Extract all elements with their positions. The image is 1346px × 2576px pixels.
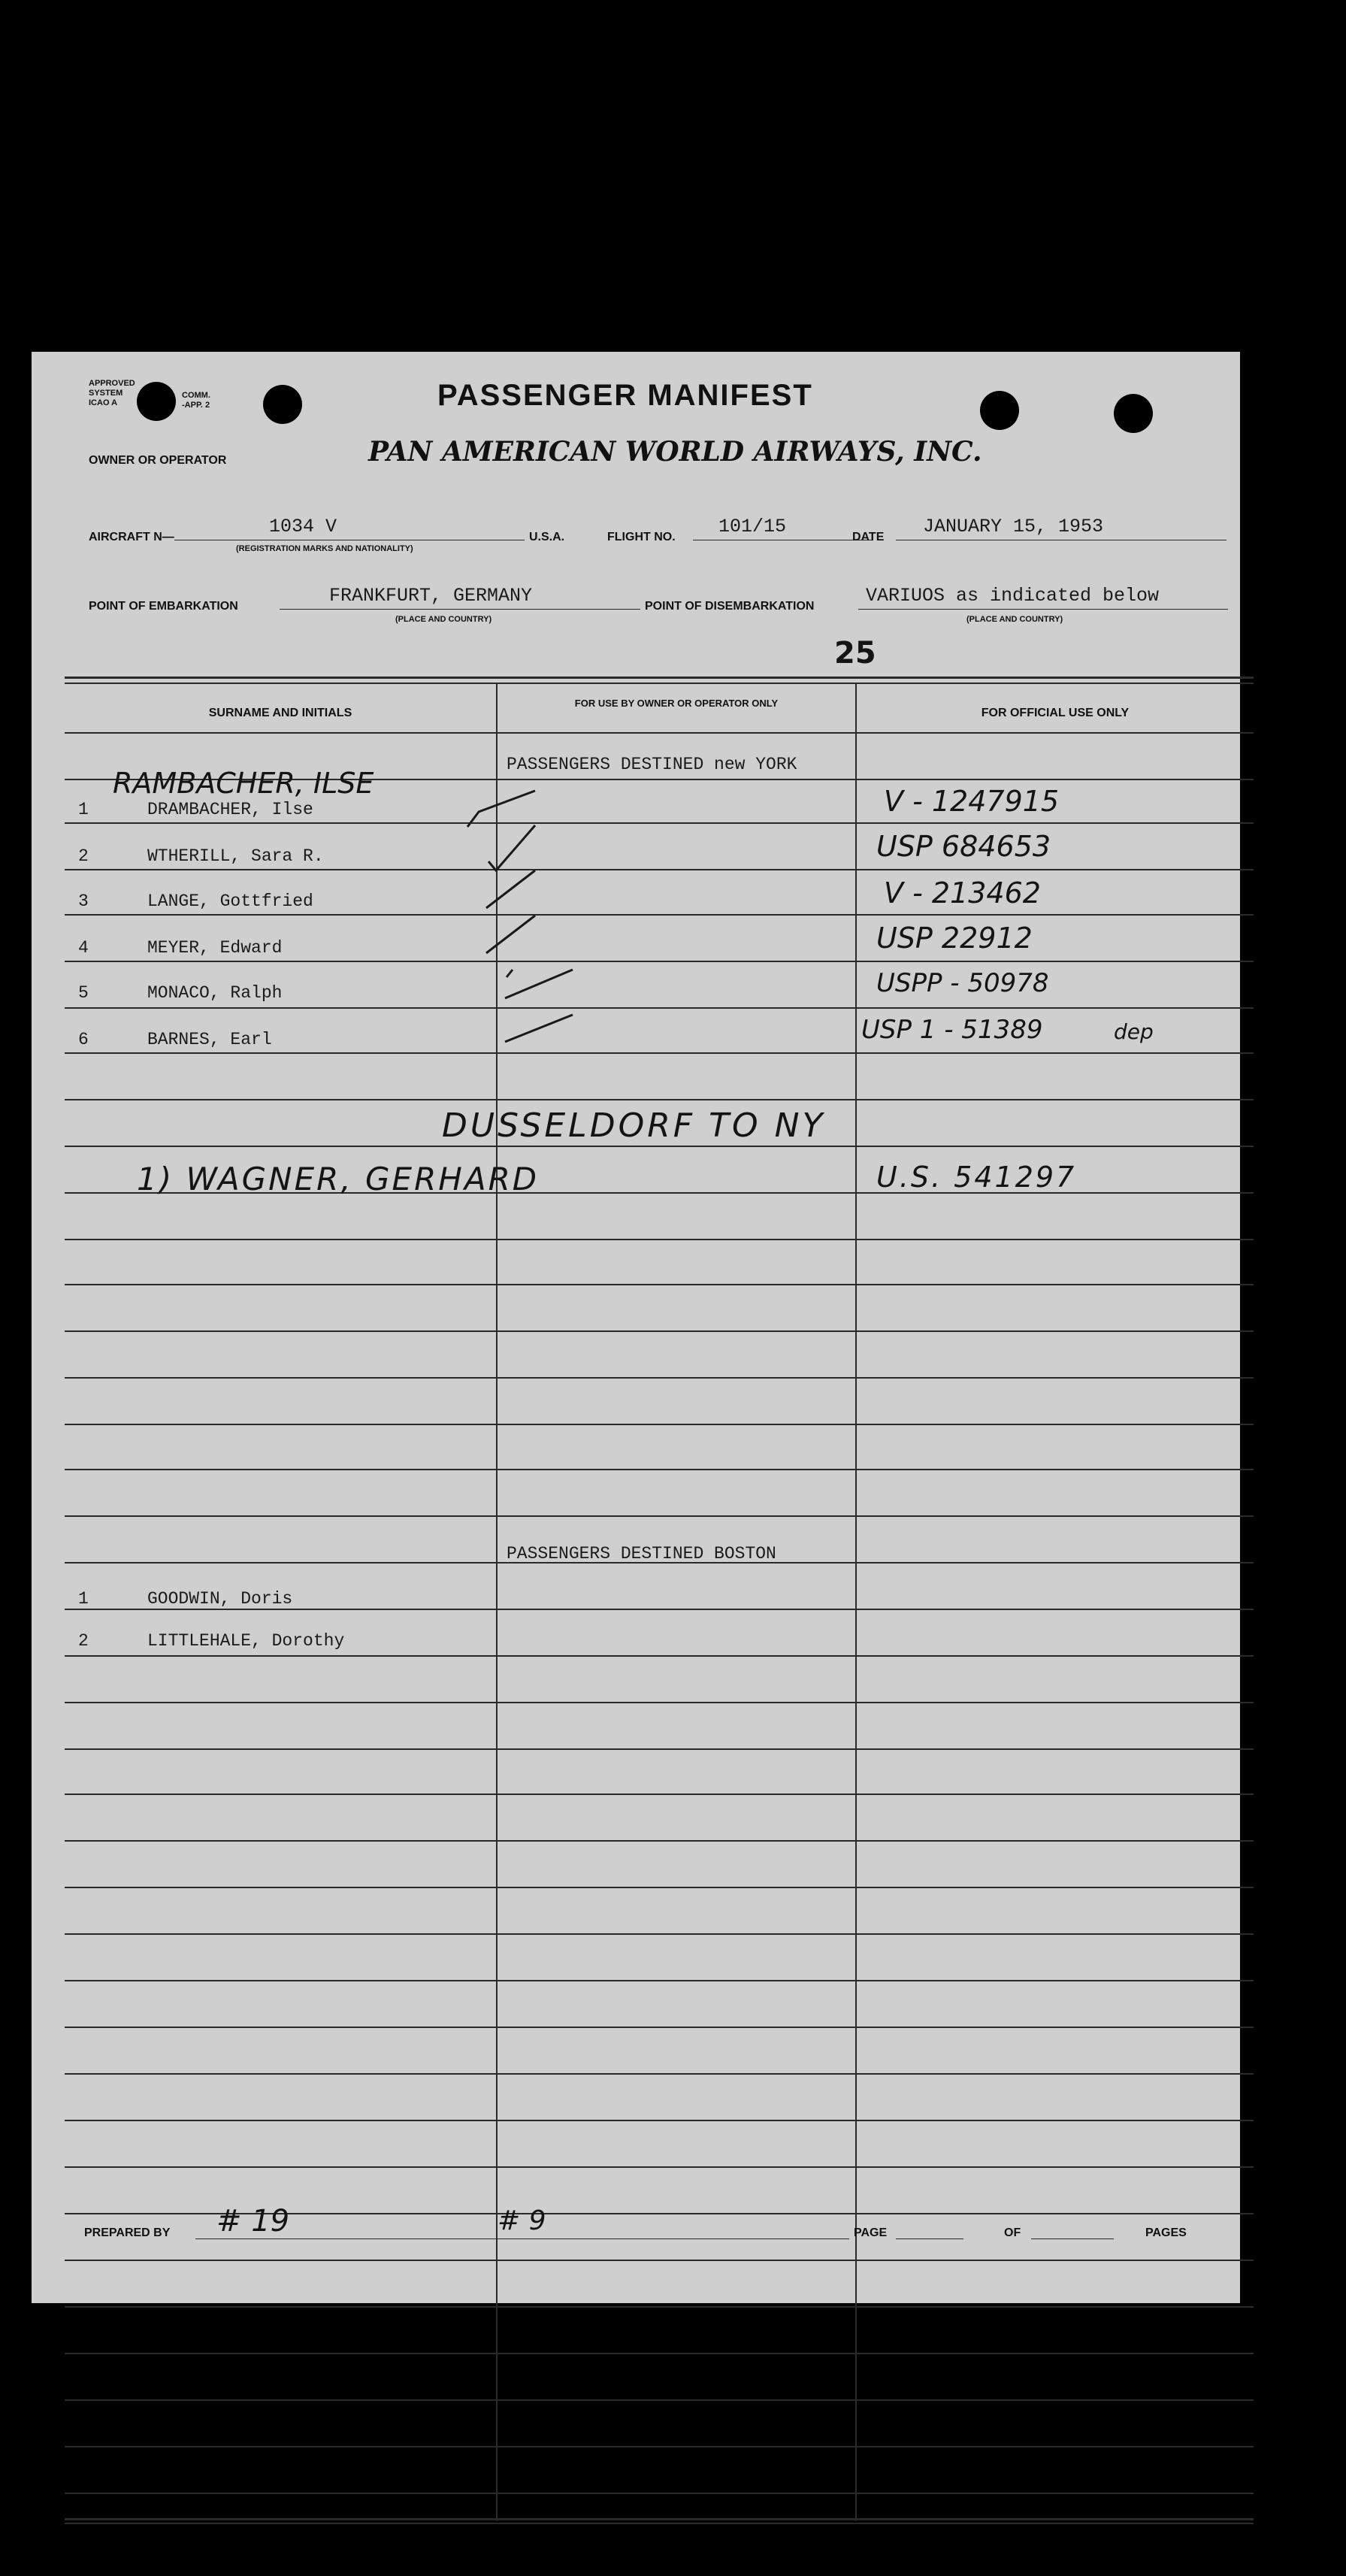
aircraft-label: AIRCRAFT N—: [89, 531, 174, 543]
official-number: USP 1 - 51389: [861, 1015, 1043, 1045]
pages-label: PAGES: [1145, 2226, 1187, 2239]
of-underline: [1031, 2238, 1114, 2239]
official-number: USP 22912: [876, 922, 1033, 955]
check-marks: [452, 773, 603, 1073]
form-title: PASSENGER MANIFEST: [437, 379, 813, 412]
column-divider-2: [855, 683, 857, 2521]
row-number: 2: [78, 1631, 89, 1651]
approval-line: ICAO A: [89, 398, 118, 407]
usa-label: U.S.A.: [529, 531, 565, 543]
prepared-by-second-value: # 9: [498, 2205, 546, 2236]
approval-line: APPROVED: [89, 379, 135, 388]
col-header-official: FOR OFFICIAL USE ONLY: [981, 707, 1130, 719]
passenger-name: GOODWIN, Doris: [147, 1589, 293, 1609]
table-top-rule: [65, 677, 1254, 679]
approval-line: -APP. 2: [182, 401, 210, 410]
prepared-by-underline: [195, 2238, 849, 2239]
embark-note: (PLACE AND COUNTRY): [395, 615, 492, 624]
date-value: JANUARY 15, 1953: [923, 516, 1104, 537]
handwritten-extra-official: U.S. 541297: [876, 1161, 1077, 1194]
punch-hole: [137, 382, 176, 421]
official-note: dep: [1114, 1019, 1154, 1044]
approval-line: COMM.: [182, 391, 210, 400]
passenger-name: WTHERILL, Sara R.: [147, 846, 324, 866]
row-number: 3: [78, 891, 89, 911]
embark-underline: [280, 609, 640, 610]
passenger-name: LITTLEHALE, Dorothy: [147, 1631, 345, 1651]
disembark-value: VARIUOS as indicated below: [866, 585, 1160, 607]
owner-label: OWNER OR OPERATOR: [89, 454, 227, 467]
row-number: 1: [78, 800, 89, 819]
punch-hole: [1114, 394, 1153, 433]
official-number: USPP - 50978: [876, 968, 1049, 998]
table-top-rule-2: [65, 683, 1254, 684]
prepared-by-label: PREPARED BY: [84, 2226, 171, 2239]
handwritten-route: DUSSELDORF TO NY: [442, 1106, 826, 1145]
col-header-operator: FOR USE BY OWNER OR OPERATOR ONLY: [574, 698, 779, 709]
official-number: V - 1247915: [884, 785, 1060, 818]
aircraft-value: 1034 V: [269, 516, 337, 537]
row-number: 6: [78, 1030, 89, 1049]
date-label: DATE: [852, 531, 885, 543]
row-number: 2: [78, 846, 89, 866]
passenger-name: LANGE, Gottfried: [147, 891, 313, 911]
punch-hole: [980, 391, 1019, 430]
flight-label: FLIGHT NO.: [607, 531, 676, 543]
page-underline: [896, 2238, 963, 2239]
official-number: V - 213462: [884, 876, 1041, 910]
handwritten-count: 25: [834, 636, 876, 670]
passenger-name: BARNES, Earl: [147, 1030, 272, 1049]
aircraft-note: (REGISTRATION MARKS AND NATIONALITY): [236, 544, 413, 553]
punch-hole: [263, 385, 302, 424]
page-label: PAGE: [854, 2226, 888, 2239]
passenger-name: MEYER, Edward: [147, 938, 283, 958]
disembark-note: (PLACE AND COUNTRY): [966, 615, 1063, 624]
approval-block-right: [182, 391, 210, 410]
disembark-label: POINT OF DISEMBARKATION: [645, 600, 815, 613]
handwritten-name-correction: RAMBACHER, ILSE: [113, 767, 374, 800]
approval-line: SYSTEM: [89, 389, 123, 398]
flight-value: 101/15: [718, 516, 787, 537]
footer-rule: [65, 2523, 1254, 2524]
row-number: 1: [78, 1589, 89, 1609]
passenger-name: MONACO, Ralph: [147, 983, 283, 1003]
approval-block: [89, 379, 135, 408]
of-label: OF: [1004, 2226, 1021, 2239]
col-header-name: SURNAME AND INITIALS: [208, 707, 352, 719]
manifest-sheet: [32, 352, 1240, 2303]
handwritten-extra-passenger: 1) WAGNER, GERHARD: [137, 1161, 540, 1197]
section-heading-boston: PASSENGERS DESTINED BOSTON: [507, 1544, 776, 1563]
official-number: USP 684653: [876, 830, 1051, 863]
prepared-by-value: # 19: [216, 2204, 290, 2238]
embark-value: FRANKFURT, GERMANY: [329, 585, 533, 607]
row-number: 4: [78, 938, 89, 958]
airline-name: PAN AMERICAN WORLD AIRWAYS, INC.: [368, 436, 982, 468]
table-bottom-rule: [65, 2518, 1254, 2520]
disembark-underline: [858, 609, 1228, 610]
embark-label: POINT OF EMBARKATION: [89, 600, 238, 613]
header-rule: [65, 732, 1254, 734]
passenger-name: DRAMBACHER, Ilse: [147, 800, 313, 819]
row-number: 5: [78, 983, 89, 1003]
section-heading-new-york: PASSENGERS DESTINED new YORK: [507, 755, 797, 774]
